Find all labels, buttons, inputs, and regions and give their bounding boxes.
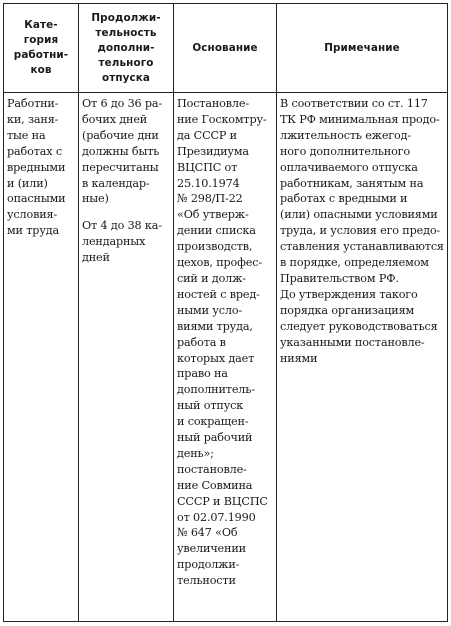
duration-working-days: От 6 до 36 ра- бочих дней (рабочие дни должны быть пересчитаны в календар- ные) xyxy=(82,97,163,206)
cell-category: Работни- ки, заня- тые на работах с вредными и (или) опасными условия- ми труда xyxy=(7,97,66,238)
column-divider xyxy=(276,4,277,621)
header-note: Примечание xyxy=(324,41,400,54)
leave-table xyxy=(3,3,448,622)
header-divider xyxy=(4,92,447,93)
cell-note: В соответствии со ст. 117 ТК РФ минимальная продо- лжительность ежегод- ного дополнительного оплачиваемого отпуска работникам, занятым на работах с вредными и (или) опасными условиями труда, и условия его предо- ставления устанавливаются в порядке, определяемом Правительством РФ. До утверждения такого порядка организациям следует руководствоваться указанными постановле- ниями xyxy=(280,97,444,365)
cell-duration xyxy=(82,96,173,621)
column-divider xyxy=(78,4,79,621)
header-basis: Основание xyxy=(192,41,258,54)
header-category: Кате- гория работни- ков xyxy=(13,19,69,76)
header-duration: Продолжи- тельность дополни- тельного отпуска xyxy=(91,11,161,84)
duration-calendar-days: От 4 до 38 ка- лендарных дней xyxy=(82,219,162,265)
column-divider xyxy=(173,4,174,621)
cell-basis: Постановле- ние Госкомтру- да СССР и Президиума ВЦСПС от 25.10.1974 № 298/П-22 «Об утверж- дении списка производств, цехов, профес- сий и долж- ностей с вред- ными усло- виями труда, работа в которых дает право на дополнитель- ный отпуск и сокращен- ный рабочий день»; постановле- ние Совмина СССР и ВЦСПС от 02.07.1990 № 647 «Об увеличении продолжи- тельности xyxy=(177,97,268,588)
